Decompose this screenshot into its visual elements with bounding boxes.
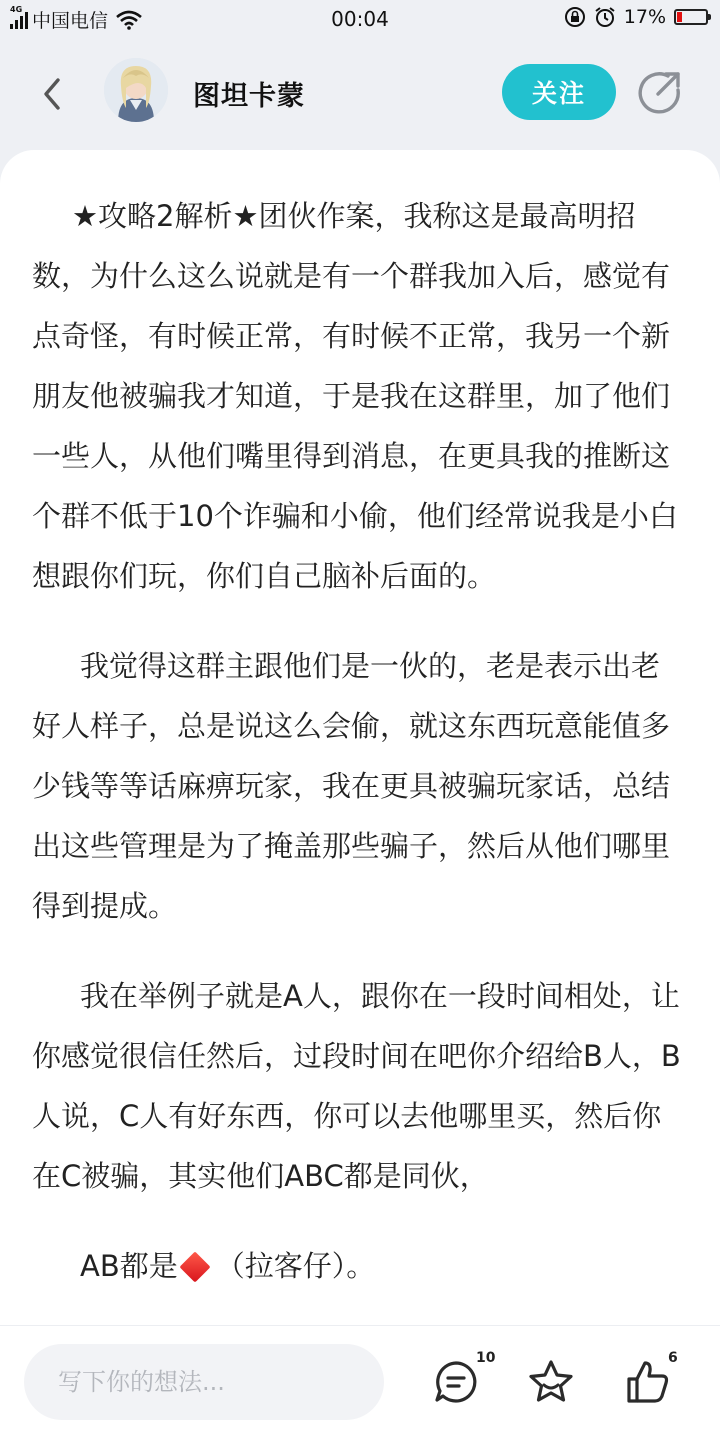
carrier-name: 中国电信 (32, 10, 109, 32)
favorite-star-icon[interactable] (527, 1358, 575, 1406)
alarm-icon (594, 6, 616, 28)
battery-icon (674, 9, 708, 25)
like-count: 6 (668, 1350, 678, 1366)
like-thumbs-up-icon[interactable] (624, 1358, 672, 1406)
comment-icon[interactable] (432, 1358, 480, 1406)
back-arrow-icon[interactable] (36, 74, 70, 114)
follow-button[interactable]: 关注 (502, 64, 616, 120)
post-paragraph: 我觉得这群主跟他们是一伙的，老是表示出老好人样子，总是说这么会偷，就这东西玩意能值多少钱等等话麻痹玩家，我在更具被骗玩家话，总结出这些管理是为了掩盖那些骗子，然后从他们哪里得到提成。 (32, 649, 671, 923)
status-bar (0, 0, 720, 38)
post-paragraph-last (32, 1236, 688, 1296)
network-type: 4G (10, 4, 23, 14)
comment-count: 10 (476, 1350, 496, 1366)
post-paragraph: ★攻略2解析★团伙作案，我称这是最高明招数，为什么这么说就是有一个群我加入后，感觉有点奇怪，有时候正常，有时候不正常，我另一个新朋友他被骗我才知道，于是我在这群里，加了他们一些人，从他们嘴里得到消息，在更具我的推断这个群不低于10个诈骗和小偷，他们经常说我是小白想跟你们玩，你们自己脑补后面的。 (32, 199, 678, 593)
rotation-lock-icon (564, 6, 586, 28)
battery-percent: 17% (623, 6, 666, 28)
status-time: 00:04 (331, 7, 389, 31)
diamond-emoji-icon (179, 1251, 210, 1282)
avatar-image (104, 58, 168, 122)
comment-input[interactable] (24, 1344, 384, 1420)
post-paragraph: 我在举例子就是A人，跟你在一段时间相处，让你感觉很信任然后，过段时间在吧你介绍给B人，B人说，C人有好东西，你可以去他哪里买，然后你在C被骗，其实他们ABC都是同伙， (32, 979, 681, 1193)
share-icon[interactable] (638, 70, 682, 114)
post-header (0, 38, 720, 150)
last-line-after: （拉客仔）。 (215, 1249, 376, 1283)
last-line-before: AB都是 (80, 1249, 178, 1283)
author-avatar[interactable] (104, 58, 168, 122)
battery-fill (677, 12, 682, 22)
bottom-action-bar (0, 1325, 720, 1441)
status-right (564, 6, 708, 28)
author-name[interactable]: 图坦卡蒙 (193, 81, 305, 112)
post-content-card (0, 150, 720, 1325)
